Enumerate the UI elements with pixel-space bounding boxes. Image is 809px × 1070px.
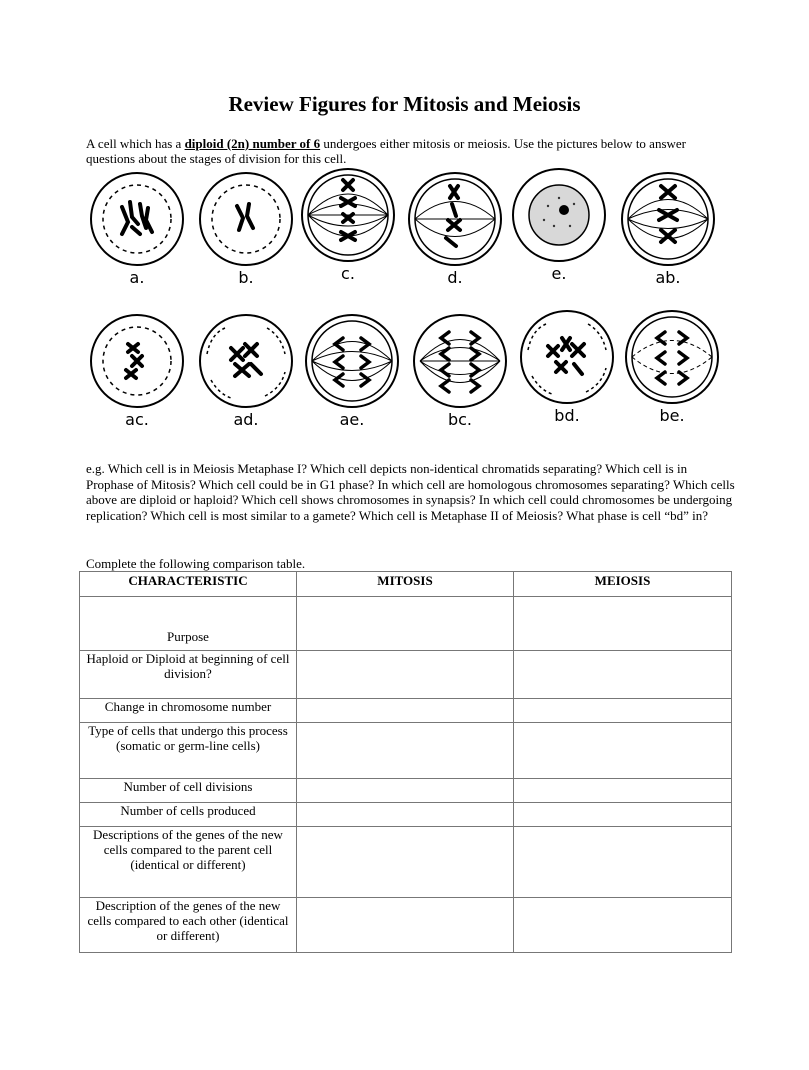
cell-ab-icon [613, 172, 723, 272]
row-label: Type of cells that undergo this process (somatic or germ-line cells) [80, 723, 297, 779]
mitosis-answer-cell[interactable] [297, 651, 514, 699]
cell-b-icon [191, 172, 301, 272]
figure-label: d. [447, 268, 463, 287]
table-row [80, 723, 732, 779]
mitosis-answer-cell[interactable] [297, 723, 514, 779]
intro-after: undergoes either mitosis or meiosis. Use the pictures below to answer questions about the stages of division for this cell. [86, 136, 686, 166]
figure-a [82, 172, 192, 302]
mitosis-answer-cell[interactable] [297, 779, 514, 803]
figure-label: ab. [655, 268, 681, 287]
intro-before: A cell which has a [86, 136, 185, 151]
meiosis-answer-cell[interactable] [514, 597, 732, 651]
figure-label: bd. [554, 406, 580, 425]
figure-bc [405, 314, 515, 444]
figure-label: a. [129, 268, 145, 287]
header-mitosis: MITOSIS [297, 572, 514, 597]
figure-be [617, 310, 727, 440]
cell-bc-icon [405, 314, 515, 414]
mitosis-answer-cell[interactable] [297, 699, 514, 723]
cell-ac-icon [82, 314, 192, 414]
figure-label: bc. [447, 410, 473, 429]
figure-label: ad. [233, 410, 259, 429]
comparison-table [79, 571, 732, 953]
header-characteristic: CHARACTERISTIC [80, 572, 297, 597]
row-label: Descriptions of the genes of the new cells compared to the parent cell (identical or different) [80, 827, 297, 898]
cell-be-icon [617, 310, 727, 410]
table-caption: Complete the following comparison table. [86, 556, 306, 571]
row-label: Number of cell divisions [80, 779, 297, 803]
figure-ac [82, 314, 192, 444]
table-row [80, 651, 732, 699]
figure-bd [512, 310, 622, 440]
mitosis-answer-cell[interactable] [297, 597, 514, 651]
cell-e-icon [504, 168, 614, 268]
meiosis-answer-cell[interactable] [514, 779, 732, 803]
mitosis-answer-cell[interactable] [297, 827, 514, 898]
table-row [80, 779, 732, 803]
meiosis-answer-cell[interactable] [514, 651, 732, 699]
figure-label: e. [551, 264, 567, 283]
header-meiosis: MEIOSIS [514, 572, 732, 597]
intro-paragraph [86, 136, 726, 166]
table-row [80, 803, 732, 827]
table-row [80, 597, 732, 651]
figure-label: ae. [339, 410, 365, 429]
figure-c [293, 168, 403, 298]
figure-ab [613, 172, 723, 302]
cell-c-icon [293, 168, 403, 268]
cell-ad-icon [191, 314, 301, 414]
figure-ad [191, 314, 301, 444]
figure-label: ac. [125, 410, 149, 429]
example-questions: e.g. Which cell is in Meiosis Metaphase I? Which cell depicts non-identical chromatids separating? Which cell is in Prophase of Mitosis? Which cell could be in G1 phase? In which cell are homologous chromosomes separating? Which cells above are diploid or haploid? Which cell shows chromosomes in synapsis? In which cell could chromosomes be undergoing replication? Which cell is most similar to a gamete? Which cell is Metaphase II of Meiosis? What phase is cell “bd” in? [86, 461, 735, 523]
meiosis-answer-cell[interactable] [514, 803, 732, 827]
diploid-emphasis: diploid (2n) number of 6 [184, 136, 321, 151]
row-label: Number of cells produced [80, 803, 297, 827]
table-header-row [80, 572, 732, 597]
meiosis-answer-cell[interactable] [514, 827, 732, 898]
figure-d [400, 172, 510, 302]
table-row [80, 898, 732, 953]
figure-label: c. [341, 264, 355, 283]
cell-a-icon [82, 172, 192, 272]
mitosis-answer-cell[interactable] [297, 898, 514, 953]
figure-b [191, 172, 301, 302]
table-row [80, 827, 732, 898]
cell-d-icon [400, 172, 510, 272]
cell-bd-icon [512, 310, 622, 410]
meiosis-answer-cell[interactable] [514, 723, 732, 779]
figure-ae [297, 314, 407, 444]
table-row [80, 699, 732, 723]
figure-e [504, 168, 614, 298]
meiosis-answer-cell[interactable] [514, 898, 732, 953]
mitosis-answer-cell[interactable] [297, 803, 514, 827]
page-title: Review Figures for Mitosis and Meiosis [228, 92, 581, 116]
row-label: Haploid or Diploid at beginning of cell division? [80, 651, 297, 699]
row-label: Description of the genes of the new cells compared to each other (identical or different) [80, 898, 297, 953]
row-label: Purpose [80, 597, 297, 651]
row-label: Change in chromosome number [80, 699, 297, 723]
figure-label: b. [238, 268, 254, 287]
cell-ae-icon [297, 314, 407, 414]
meiosis-answer-cell[interactable] [514, 699, 732, 723]
figure-label: be. [659, 406, 685, 425]
